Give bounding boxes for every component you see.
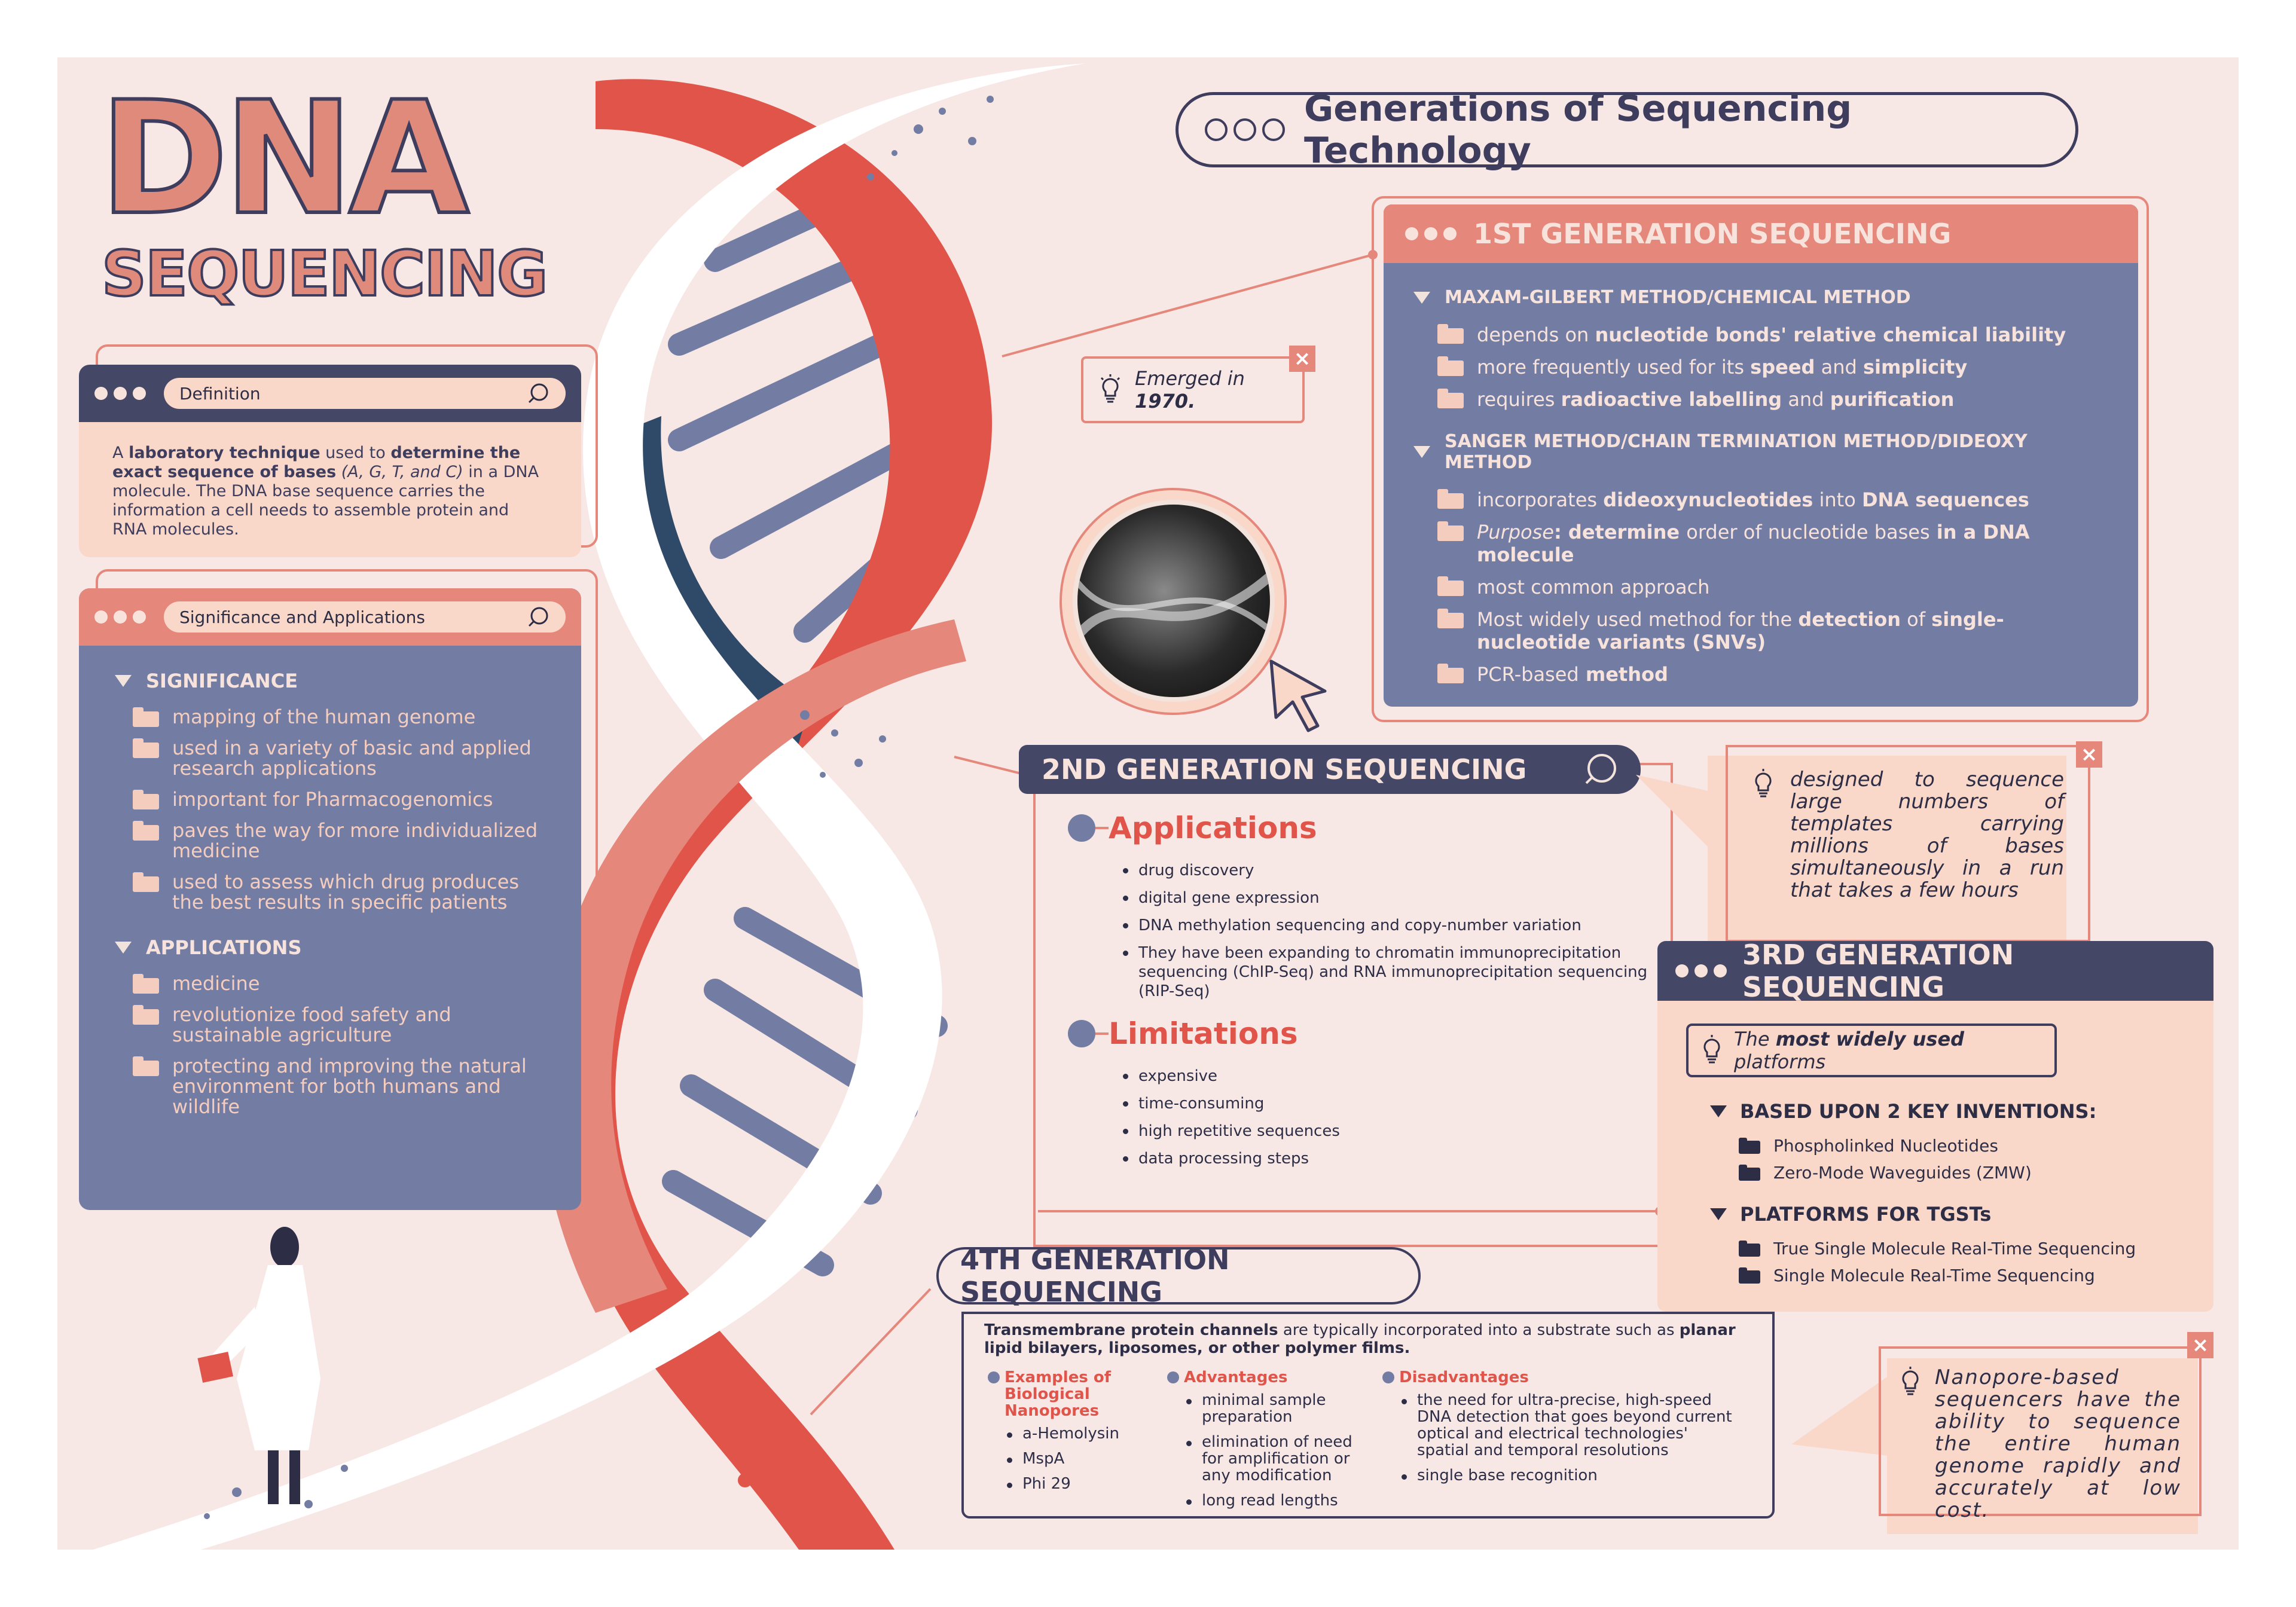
list-item	[1437, 388, 2108, 411]
text-segment: in a DNA molecule	[1477, 521, 2030, 566]
bullet-line	[1095, 1032, 1109, 1035]
col-heading	[1167, 1369, 1364, 1386]
list-item: high repetitive sequences	[1122, 1122, 1666, 1141]
list-item-text	[1477, 521, 2108, 566]
definition-header	[79, 365, 581, 422]
list-item	[1739, 1136, 2188, 1156]
intro-bold2: planar lipid bilayers, liposomes, or other polymer films.	[984, 1321, 1736, 1357]
def-part: (A, G, T, and C)	[341, 463, 463, 481]
emerged-year: 1970.	[1135, 390, 1196, 413]
list-item	[133, 820, 545, 861]
triangle-down-icon	[1710, 1208, 1727, 1220]
text-segment: simplicity	[1863, 356, 1968, 378]
list-item	[1437, 663, 2108, 686]
applications-list	[1068, 861, 1666, 1001]
dna-photo	[1073, 500, 1275, 702]
text-segment: purification	[1830, 388, 1955, 411]
definition-tab-label: Definition	[179, 383, 261, 404]
first-gen-body	[1384, 263, 2138, 686]
emerged-note	[1081, 356, 1305, 423]
lightbulb-icon	[1752, 769, 1775, 800]
examples-column	[988, 1369, 1149, 1517]
text-segment: incorporates	[1477, 488, 1604, 511]
applications-block-heading	[1068, 811, 1666, 845]
col-heading	[1382, 1369, 1741, 1386]
significance-tab-label: Significance and Applications	[179, 607, 425, 627]
fourth-gen-header	[936, 1244, 1421, 1308]
limitations-list	[1068, 1067, 1666, 1168]
list-item-text: mapping of the human genome	[172, 705, 476, 728]
emerged-prefix: Emerged in	[1135, 367, 1245, 390]
folder-icon	[133, 1061, 159, 1076]
col-heading	[988, 1369, 1149, 1419]
list-item	[133, 789, 545, 809]
list-item: time-consuming	[1122, 1094, 1666, 1113]
list-item-text: important for Pharmacogenomics	[172, 788, 493, 811]
list-item-text: medicine	[172, 972, 260, 995]
intro-bold1: Transmembrane protein channels	[984, 1321, 1278, 1339]
dna-photo-helix	[1077, 505, 1270, 697]
close-icon[interactable]: ×	[1289, 346, 1315, 372]
list-item: long read lengths	[1185, 1492, 1364, 1509]
search-icon[interactable]	[527, 606, 550, 628]
search-icon[interactable]	[527, 382, 550, 405]
fourth-gen-title: 4TH GENERATION SEQUENCING	[960, 1244, 1230, 1308]
list-item-text	[1477, 663, 1668, 686]
limitations-heading: Limitations	[1109, 1016, 1298, 1051]
folder-icon	[1739, 1244, 1760, 1257]
col2-heading: Advantages	[1184, 1368, 1288, 1386]
text-segment: Most widely used method for the	[1477, 608, 1799, 631]
text-segment: of	[1900, 608, 1932, 631]
text-segment: and	[1815, 356, 1863, 378]
col3-heading: Disadvantages	[1399, 1368, 1529, 1386]
second-gen-note	[1726, 745, 2090, 942]
list-item	[1739, 1266, 2188, 1285]
first-gen-card	[1384, 204, 2138, 707]
platforms-heading-text: PLATFORMS FOR TGSTs	[1740, 1203, 1992, 1226]
disadvantages-column	[1382, 1369, 1741, 1517]
significance-tab[interactable]	[164, 601, 566, 633]
text-segment: and	[1782, 388, 1830, 411]
list-item: DNA methylation sequencing and copy-number variation	[1122, 916, 1666, 935]
significance-heading-text: SIGNIFICANCE	[146, 670, 298, 692]
applications-list	[115, 973, 545, 1117]
def-part: laboratory technique	[129, 444, 320, 462]
examples-list	[988, 1425, 1149, 1492]
folder-icon	[1437, 581, 1464, 596]
cursor-icon	[1265, 655, 1331, 733]
emerged-text	[1135, 367, 1302, 413]
def-part: determine the exact sequence of bases	[112, 444, 521, 481]
def-part: A	[112, 444, 129, 462]
inventions-heading-text: BASED UPON 2 KEY INVENTIONS:	[1740, 1100, 2097, 1123]
method2-list	[1413, 488, 2108, 686]
list-item: the need for ultra-precise, high-speed DNA detection that goes beyond current optical and electrical technologies' spatial and temporal resolutions	[1400, 1392, 1741, 1459]
generations-header-text: Generations of Sequencing Technology	[1304, 88, 1852, 172]
folder-icon	[133, 711, 159, 727]
def-part: in a DNA molecule. The DNA base sequence carries the information a cell needs to assemble protein and RNA molecules.	[112, 463, 539, 539]
list-item	[133, 1056, 545, 1117]
text-segment: into	[1813, 488, 1862, 511]
list-item-text: Phospholinked Nucleotides	[1773, 1136, 1998, 1156]
definition-text	[79, 422, 581, 539]
folder-icon	[1437, 393, 1464, 408]
definition-card	[79, 365, 581, 557]
note-bold: most widely used	[1775, 1028, 1965, 1050]
text-segment: radioactive labelling	[1561, 388, 1782, 411]
bullet-dot	[1068, 814, 1095, 842]
list-item	[1437, 488, 2108, 511]
text-segment: most common approach	[1477, 576, 1710, 598]
note-pointer	[1791, 1367, 1893, 1462]
folder-icon	[1437, 526, 1464, 541]
list-item-text	[1477, 576, 1709, 598]
list-item-text	[1477, 323, 2066, 346]
limitations-block-heading	[1068, 1016, 1666, 1051]
def-part	[336, 463, 341, 481]
window-dots	[94, 387, 146, 400]
list-item: digital gene expression	[1122, 888, 1666, 908]
list-item	[1437, 576, 2108, 598]
list-item-text: True Single Molecule Real-Time Sequencing	[1773, 1239, 2136, 1258]
applications-heading-text: APPLICATIONS	[146, 936, 302, 959]
list-item: a-Hemolysin	[1006, 1425, 1149, 1442]
folder-icon	[1739, 1141, 1760, 1154]
platforms-note	[1686, 1024, 2057, 1077]
list-item: data processing steps	[1122, 1149, 1666, 1168]
applications-heading: Applications	[1109, 811, 1317, 845]
list-item	[1437, 323, 2108, 346]
text-segment: nucleotide bonds' relative chemical liability	[1595, 323, 2066, 346]
method2-title: SANGER METHOD/CHAIN TERMINATION METHOD/DIDEOXY METHOD	[1445, 431, 2028, 473]
first-gen-header	[1384, 204, 2138, 263]
list-item	[133, 738, 545, 778]
definition-tab[interactable]	[164, 378, 566, 409]
bullet-dot	[1068, 1020, 1095, 1047]
folder-icon	[1437, 328, 1464, 344]
title-dna: DNA	[99, 69, 465, 249]
list-item: They have been expanding to chromatin immunoprecipitation sequencing (ChIP-Seq) and RNA immunoprecipitation sequencing (RIP-Seq)	[1122, 943, 1666, 1001]
significance-list	[115, 707, 545, 912]
scientist-figure	[197, 1227, 320, 1504]
list-item	[133, 1004, 545, 1045]
triangle-down-icon	[1413, 292, 1430, 304]
method1-title: MAXAM-GILBERT METHOD/CHEMICAL METHOD	[1445, 287, 1911, 308]
triangle-down-icon	[115, 675, 132, 687]
lightbulb-icon	[1899, 1367, 1922, 1398]
folder-icon	[1739, 1168, 1760, 1181]
list-item	[133, 973, 545, 994]
window-dots	[1675, 964, 1727, 977]
fourth-gen-intro	[984, 1321, 1761, 1357]
fourth-gen-note-text: Nanopore-based sequencers have the ability to sequence the entire human genome rapidly and accurately at low cost.	[1935, 1365, 2181, 1522]
generations-header	[1176, 88, 2078, 172]
list-item	[1437, 356, 2108, 378]
text-segment: requires	[1477, 388, 1561, 411]
close-icon[interactable]: ×	[2076, 741, 2102, 768]
method1-list	[1413, 323, 2108, 411]
third-gen-header	[1657, 941, 2213, 1001]
text-segment: order of nucleotide bases	[1686, 521, 1930, 543]
disadvantages-list	[1382, 1392, 1741, 1484]
list-item-text	[1477, 488, 2029, 511]
bullet-line	[1095, 827, 1109, 829]
list-item: minimal sample preparation	[1185, 1392, 1364, 1425]
list-item-text: protecting and improving the natural environment for both humans and wildlife	[172, 1055, 527, 1118]
inventions-heading	[1710, 1100, 2188, 1123]
list-item-text	[1477, 608, 2108, 653]
text-segment: depends on	[1477, 323, 1595, 346]
list-item	[1739, 1239, 2188, 1258]
folder-icon	[1437, 493, 1464, 509]
title-sequencing: SEQUENCING	[102, 237, 547, 310]
list-item-text: revolutionize food safety and sustainable agriculture	[172, 1003, 451, 1046]
window-dots	[1405, 227, 1457, 240]
second-gen-header	[1019, 745, 1641, 794]
triangle-down-icon	[115, 942, 132, 954]
second-gen-body	[1068, 811, 1666, 1177]
text-segment: method	[1578, 663, 1668, 686]
list-item-text: used in a variety of basic and applied research applications	[172, 737, 532, 780]
list-item-text	[1477, 356, 1967, 378]
third-gen-body	[1710, 1100, 2188, 1293]
window-dots	[94, 610, 146, 624]
folder-icon	[1437, 668, 1464, 683]
list-item-text	[1477, 388, 1954, 411]
list-item-text: Single Molecule Real-Time Sequencing	[1773, 1266, 2095, 1285]
close-icon[interactable]: ×	[2187, 1332, 2213, 1358]
folder-icon	[1739, 1270, 1760, 1284]
col1-heading: Examples of Biological Nanopores	[1004, 1368, 1112, 1420]
list-item	[1739, 1163, 2188, 1183]
significance-card	[79, 588, 581, 1210]
text-segment: dideoxynucleotides	[1603, 488, 1813, 511]
lightbulb-icon	[1099, 374, 1122, 405]
platforms-list	[1710, 1239, 2188, 1285]
folder-icon	[133, 743, 159, 758]
text-segment: speed	[1750, 356, 1815, 378]
text-segment: Purpose	[1477, 521, 1554, 543]
list-item: elimination of need for amplification or any modification	[1185, 1434, 1364, 1484]
note-suffix: platforms	[1734, 1050, 1826, 1073]
triangle-down-icon	[1413, 446, 1430, 458]
third-gen-title: 3RD GENERATION SEQUENCING	[1742, 939, 2014, 1003]
text-segment: single-nucleotide variants (SNVs)	[1477, 608, 2004, 653]
text-segment: DNA sequences	[1861, 488, 2029, 511]
method1-heading	[1413, 287, 2108, 308]
bullet-dot	[988, 1371, 1000, 1383]
folder-icon	[133, 825, 159, 841]
method2-heading	[1413, 431, 2108, 473]
note-prefix: The	[1734, 1028, 1776, 1050]
list-item	[1437, 521, 2108, 566]
def-part: used to	[320, 444, 391, 462]
list-item-text: Zero-Mode Waveguides (ZMW)	[1773, 1163, 2032, 1183]
bullet-dot	[1167, 1371, 1179, 1383]
platforms-heading	[1710, 1203, 2188, 1226]
intro-mid: are typically incorporated into a substrate such as	[1278, 1321, 1680, 1339]
folder-icon	[1437, 360, 1464, 376]
text-segment: : determine	[1553, 521, 1687, 543]
second-gen-note-text: designed to sequence large numbers of templates carrying millions of bases simultaneously in a run that takes a few hours	[1790, 768, 2064, 902]
list-item: single base recognition	[1400, 1467, 1741, 1484]
advantages-list	[1167, 1392, 1364, 1509]
triangle-down-icon	[1710, 1105, 1727, 1117]
fourth-gen-columns	[988, 1369, 1765, 1517]
folder-icon	[133, 876, 159, 892]
list-item	[1437, 608, 2108, 653]
bullet-dot	[1382, 1371, 1394, 1383]
list-item	[133, 872, 545, 912]
fourth-gen-note	[1879, 1346, 2202, 1522]
applications-heading	[115, 936, 545, 959]
second-gen-title: 2ND GENERATION SEQUENCING	[1042, 753, 1527, 786]
folder-icon	[133, 978, 159, 994]
platforms-note-text	[1734, 1028, 2054, 1073]
list-item-text: paves the way for more individualized medicine	[172, 819, 538, 862]
lightbulb-icon	[1700, 1035, 1723, 1066]
significance-header	[79, 588, 581, 646]
window-dots	[1205, 118, 1285, 141]
list-item-text: used to assess which drug produces the best results in specific patients	[172, 870, 520, 914]
folder-icon	[1437, 613, 1464, 628]
text-segment: PCR-based	[1477, 663, 1579, 686]
list-item: drug discovery	[1122, 861, 1666, 880]
folder-icon	[133, 1009, 159, 1025]
advantages-column	[1167, 1369, 1364, 1517]
infographic-canvas	[57, 57, 2239, 1550]
text-segment: more frequently used for its	[1477, 356, 1751, 378]
list-item: MspA	[1006, 1450, 1149, 1467]
text-segment: detection	[1798, 608, 1901, 631]
significance-heading	[115, 670, 545, 692]
list-item	[133, 707, 545, 727]
list-item: Phi 29	[1006, 1475, 1149, 1492]
list-item: expensive	[1122, 1067, 1666, 1086]
inventions-list	[1710, 1136, 2188, 1183]
first-gen-title: 1ST GENERATION SEQUENCING	[1473, 218, 1952, 250]
folder-icon	[133, 794, 159, 809]
significance-body	[79, 646, 581, 1117]
search-icon[interactable]	[1583, 752, 1618, 787]
